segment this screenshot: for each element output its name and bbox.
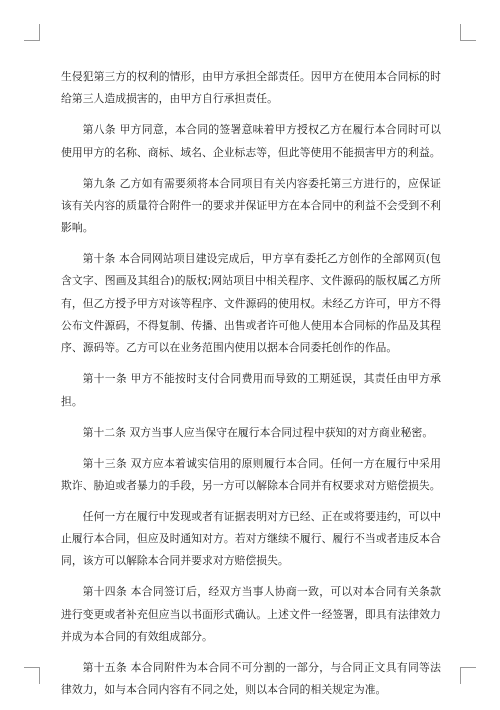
- crop-mark-bottom-left-vertical: [39, 667, 40, 684]
- paragraph-article-14: 第十四条 本合同签订后，经双方当事人协商一致，可以对本合同有关条款进行变更或者补充但应当以书面形式确认。上述文件一经签署，即具有法律效力并成为本合同的有效组成部分。: [61, 585, 441, 644]
- paragraph-continuation: 生侵犯第三方的权利的情形，由甲方承担全部责任。因甲方在使用本合同标的时给第三人造成损害的，由甲方自行承担责任。: [61, 70, 441, 106]
- crop-mark-top-right: [460, 40, 476, 41]
- paragraph-article-12: 第十二条 双方当事人应当保守在履行本合同过程中获知的对方商业秘密。: [82, 425, 434, 439]
- paragraph-article-9: 第九条 乙方如有需要须将本合同项目有关内容委托第三方进行的，应保证该有关内容的质量符合附件一的要求并保证甲方在本合同中的利益不会受到不利影响。: [61, 176, 441, 235]
- crop-mark-bottom-right: [460, 667, 476, 668]
- paragraph-article-8: 第八条 甲方同意，本合同的签署意味着甲方授权乙方在履行本合同时可以使用甲方的名称、商标、域名、企业标志等，但此等使用不能损害甲方的利益。: [61, 123, 441, 159]
- paragraph-article-13: 第十三条 双方应本着诚实信用的原则履行本合同。任何一方在履行中采用欺诈、胁迫或者暴力的手段，另一方可以解除本合同并有权要求对方赔偿损失。: [61, 456, 441, 492]
- crop-mark-top-left: [24, 40, 40, 41]
- document-body: [61, 66, 441, 710]
- paragraph-article-11: 第十一条 甲方不能按时支付合同费用而导致的工期延误，其责任由甲方承担。: [61, 372, 441, 408]
- crop-mark-top-right-vertical: [460, 24, 461, 41]
- paragraph-article-13-clause-2: 任何一方在履行中发现或者有证据表明对方已经、正在或将要违约，可以中止履行本合同，但应及时通知对方。若对方继续不履行、履行不当或者违反本合同，该方可以解除本合同并要求对方赔偿损失。: [61, 509, 441, 568]
- crop-mark-top-left-vertical: [39, 24, 40, 41]
- crop-mark-bottom-left: [24, 667, 40, 668]
- paragraph-article-10: 第十条 本合同网站项目建设完成后，甲方享有委托乙方创作的全部网页(包含文字、图画及其组合)的版权;网站项目中相关程序、文件源码的版权属乙方所有，但乙方授予甲方对该等程序、文件源码的使用权。未经乙方许可，甲方不得公布文件源码，不得复制、传播、出售或者许可他人使用本合同标的作品及其程序、源码等。乙方可以在业务范围内使用以据本合同委托创作的作品。: [61, 252, 441, 355]
- paragraph-article-15: 第十五条 本合同附件为本合同不可分割的一部分，与合同正文具有同等法律效力，如与本合同内容有不同之处，则以本合同的相关规定为准。: [61, 661, 441, 697]
- crop-mark-bottom-right-vertical: [460, 667, 461, 684]
